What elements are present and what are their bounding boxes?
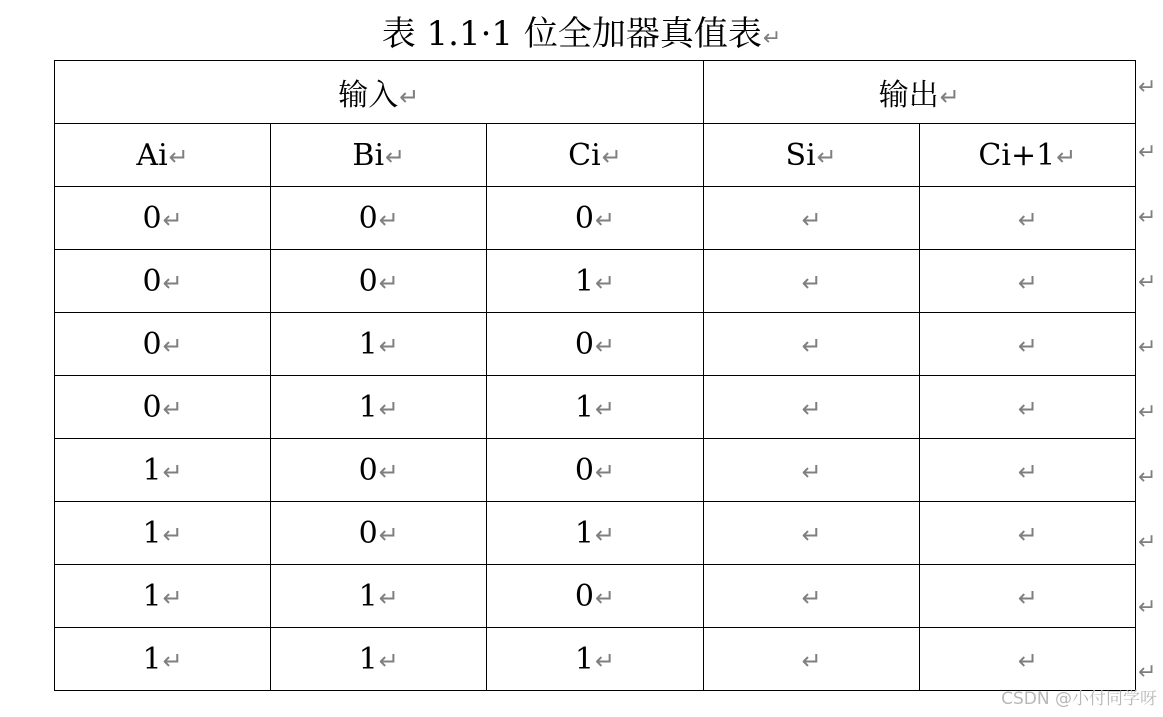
cell-end-mark-icon: ↵ xyxy=(1017,394,1038,423)
table-cell xyxy=(919,313,1135,376)
table-cell xyxy=(487,439,703,502)
table-row xyxy=(55,250,1136,313)
input-group-header xyxy=(55,61,704,124)
table-cell xyxy=(703,376,919,439)
cell-end-mark-icon: ↵ xyxy=(378,520,399,549)
table-cell xyxy=(487,376,703,439)
table-cell xyxy=(703,565,919,628)
output-group-header xyxy=(703,61,1135,124)
cell-value: 1 xyxy=(574,263,594,299)
cell-end-mark-icon: ↵ xyxy=(801,394,822,423)
table-cell xyxy=(271,250,487,313)
table-cell xyxy=(919,565,1135,628)
table-row xyxy=(55,628,1136,691)
cell-value: 1 xyxy=(574,389,594,425)
cell-value: 0 xyxy=(142,263,162,299)
cell-end-mark-icon: ↵ xyxy=(594,268,616,297)
watermark: CSDN @小付同学呀 xyxy=(1001,689,1157,709)
cell-end-mark-icon: ↵ xyxy=(399,83,420,111)
table-cell xyxy=(487,565,703,628)
cell-end-mark-icon: ↵ xyxy=(594,331,616,360)
cell-value: 0 xyxy=(574,326,594,362)
cell-end-mark-icon: ↵ xyxy=(801,268,822,297)
cell-end-mark-icon: ↵ xyxy=(1017,520,1038,549)
cell-end-mark-icon: ↵ xyxy=(162,331,183,360)
cell-end-mark-icon: ↵ xyxy=(162,646,183,675)
table-caption xyxy=(0,12,1163,61)
cell-value: 1 xyxy=(142,515,162,551)
row-end-mark-icon: ↵ xyxy=(1138,270,1157,295)
cell-end-mark-icon: ↵ xyxy=(801,331,822,360)
cell-end-mark-icon: ↵ xyxy=(1017,457,1038,486)
table-cell xyxy=(703,187,919,250)
row-end-marks xyxy=(1138,60,1163,710)
cell-value: 0 xyxy=(358,515,378,551)
caption-text: 表 1.1·1 位全加器真值表 xyxy=(381,14,762,54)
table-cell xyxy=(271,628,487,691)
table-row xyxy=(55,502,1136,565)
row-end-mark-icon: ↵ xyxy=(1138,595,1157,620)
row-end-mark-icon: ↵ xyxy=(1138,75,1157,100)
cell-end-mark-icon: ↵ xyxy=(594,583,616,612)
column-header-row xyxy=(55,124,1136,187)
cell-end-mark-icon: ↵ xyxy=(939,83,960,111)
cell-value: 0 xyxy=(358,263,378,299)
table-cell xyxy=(271,502,487,565)
column-header-si xyxy=(703,124,919,187)
table-cell xyxy=(55,628,271,691)
column-header-label: Ci+1 xyxy=(978,137,1056,173)
cell-value: 0 xyxy=(142,389,162,425)
table-cell xyxy=(919,187,1135,250)
column-header-label: Ci xyxy=(568,137,601,173)
table-cell xyxy=(703,628,919,691)
row-end-mark-icon: ↵ xyxy=(1138,530,1157,555)
cell-end-mark-icon: ↵ xyxy=(378,457,399,486)
cell-end-mark-icon: ↵ xyxy=(378,583,399,612)
column-header-label: Bi xyxy=(352,137,385,173)
cell-end-mark-icon: ↵ xyxy=(801,457,822,486)
cell-end-mark-icon: ↵ xyxy=(162,583,183,612)
cell-end-mark-icon: ↵ xyxy=(594,394,616,423)
truth-table-body xyxy=(55,61,1136,691)
cell-end-mark-icon: ↵ xyxy=(801,520,822,549)
cell-value: 1 xyxy=(142,452,162,488)
table-cell xyxy=(55,376,271,439)
cell-value: 1 xyxy=(142,578,162,614)
cell-end-mark-icon: ↵ xyxy=(378,394,399,423)
table-cell xyxy=(919,250,1135,313)
table-row xyxy=(55,376,1136,439)
cell-end-mark-icon: ↵ xyxy=(1056,142,1077,171)
cell-value: 1 xyxy=(358,641,378,677)
table-cell xyxy=(55,313,271,376)
cell-end-mark-icon: ↵ xyxy=(1017,205,1038,234)
cell-end-mark-icon: ↵ xyxy=(378,268,399,297)
table-cell xyxy=(55,439,271,502)
table-cell xyxy=(55,502,271,565)
cell-end-mark-icon: ↵ xyxy=(378,205,399,234)
cell-end-mark-icon: ↵ xyxy=(162,520,183,549)
group-header-row xyxy=(55,61,1136,124)
column-header-bi xyxy=(271,124,487,187)
cell-value: 0 xyxy=(142,326,162,362)
cell-end-mark-icon: ↵ xyxy=(594,646,616,675)
cell-value: 0 xyxy=(574,578,594,614)
row-end-mark-icon: ↵ xyxy=(1138,140,1157,165)
table-cell xyxy=(271,376,487,439)
column-header-ci xyxy=(487,124,703,187)
cell-end-mark-icon: ↵ xyxy=(378,331,399,360)
cell-value: 1 xyxy=(574,515,594,551)
table-cell xyxy=(271,439,487,502)
row-end-mark-icon: ↵ xyxy=(1138,400,1157,425)
cell-end-mark-icon: ↵ xyxy=(594,457,616,486)
cell-value: 1 xyxy=(358,578,378,614)
table-cell xyxy=(703,502,919,565)
cell-value: 0 xyxy=(358,452,378,488)
cell-value: 0 xyxy=(358,200,378,236)
table-cell xyxy=(919,502,1135,565)
cell-value: 0 xyxy=(142,200,162,236)
paragraph-mark-icon: ↵ xyxy=(762,26,782,51)
table-row xyxy=(55,187,1136,250)
table-cell xyxy=(55,187,271,250)
cell-value: 1 xyxy=(358,389,378,425)
table-row xyxy=(55,313,1136,376)
cell-end-mark-icon: ↵ xyxy=(801,205,822,234)
table-cell xyxy=(271,187,487,250)
table-cell xyxy=(271,565,487,628)
row-end-mark-icon: ↵ xyxy=(1138,205,1157,230)
table-cell xyxy=(487,187,703,250)
table-cell xyxy=(55,250,271,313)
table-cell xyxy=(487,313,703,376)
cell-end-mark-icon: ↵ xyxy=(162,268,183,297)
cell-end-mark-icon: ↵ xyxy=(378,646,399,675)
row-end-mark-icon: ↵ xyxy=(1138,335,1157,360)
table-cell xyxy=(487,628,703,691)
cell-end-mark-icon: ↵ xyxy=(1017,268,1038,297)
column-header-ci-plus-1 xyxy=(919,124,1135,187)
cell-end-mark-icon: ↵ xyxy=(1017,331,1038,360)
cell-end-mark-icon: ↵ xyxy=(162,205,183,234)
column-header-label: Si xyxy=(785,137,816,173)
table-cell xyxy=(703,313,919,376)
cell-end-mark-icon: ↵ xyxy=(1017,583,1038,612)
cell-end-mark-icon: ↵ xyxy=(1017,646,1038,675)
table-cell xyxy=(919,376,1135,439)
table-cell xyxy=(703,439,919,502)
row-end-mark-icon: ↵ xyxy=(1138,660,1157,685)
table-cell xyxy=(487,250,703,313)
cell-end-mark-icon: ↵ xyxy=(162,457,183,486)
cell-value: 0 xyxy=(574,452,594,488)
cell-value: 0 xyxy=(574,200,594,236)
truth-table xyxy=(54,60,1136,691)
table-cell xyxy=(703,250,919,313)
cell-end-mark-icon: ↵ xyxy=(801,583,822,612)
table-cell xyxy=(919,439,1135,502)
table-row xyxy=(55,439,1136,502)
cell-end-mark-icon: ↵ xyxy=(801,646,822,675)
cell-end-mark-icon: ↵ xyxy=(162,394,183,423)
table-cell xyxy=(271,313,487,376)
cell-value: 1 xyxy=(358,326,378,362)
column-header-ai xyxy=(55,124,271,187)
table-cell xyxy=(487,502,703,565)
column-header-label: Ai xyxy=(136,137,168,173)
cell-end-mark-icon: ↵ xyxy=(601,142,622,171)
table-row xyxy=(55,565,1136,628)
cell-end-mark-icon: ↵ xyxy=(168,142,189,171)
cell-end-mark-icon: ↵ xyxy=(816,142,837,171)
output-group-label: 输出 xyxy=(878,78,939,113)
cell-end-mark-icon: ↵ xyxy=(594,205,616,234)
input-group-label: 输入 xyxy=(338,78,399,113)
row-end-mark-icon: ↵ xyxy=(1138,465,1157,490)
cell-value: 1 xyxy=(574,641,594,677)
cell-value: 1 xyxy=(142,641,162,677)
table-cell xyxy=(919,628,1135,691)
table-cell xyxy=(55,565,271,628)
cell-end-mark-icon: ↵ xyxy=(385,142,406,171)
cell-end-mark-icon: ↵ xyxy=(594,520,616,549)
